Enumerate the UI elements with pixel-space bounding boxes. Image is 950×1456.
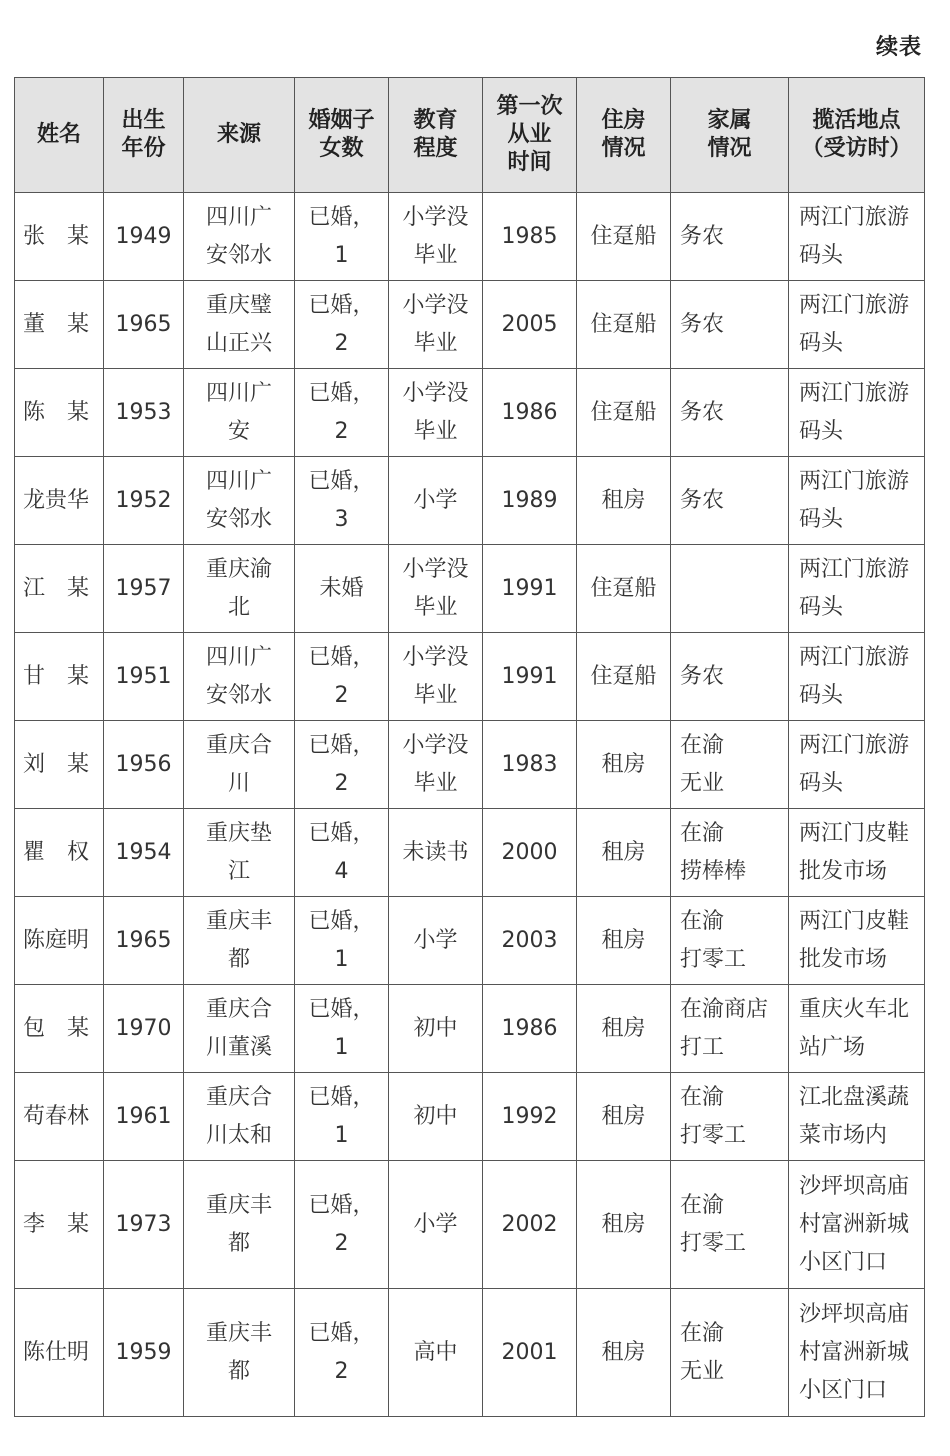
cell-education: 小学没 毕业 — [389, 369, 483, 457]
cell-origin: 四川广 安 — [184, 369, 295, 457]
cell-family: 务农 — [671, 281, 789, 369]
cell-birth-year: 1959 — [104, 1289, 184, 1417]
cell-first-job: 1986 — [483, 369, 577, 457]
cell-education: 初中 — [389, 985, 483, 1073]
table-row — [15, 721, 925, 809]
cell-name: 甘 某 — [15, 633, 104, 721]
table-row — [15, 809, 925, 897]
cell-origin: 重庆合 川董溪 — [184, 985, 295, 1073]
cell-name: 陈 某 — [15, 369, 104, 457]
cell-housing: 住趸船 — [577, 193, 671, 281]
cell-name: 包 某 — [15, 985, 104, 1073]
cell-housing: 租房 — [577, 809, 671, 897]
cell-name: 陈庭明 — [15, 897, 104, 985]
cell-location: 两江门旅游 码头 — [789, 545, 925, 633]
cell-name: 瞿 权 — [15, 809, 104, 897]
cell-marriage: 已婚， 2 — [295, 633, 389, 721]
cell-location: 江北盘溪蔬 菜市场内 — [789, 1073, 925, 1161]
header-family: 家属 情况 — [671, 78, 789, 193]
cell-housing: 住趸船 — [577, 281, 671, 369]
cell-family: 在渝 捞棒棒 — [671, 809, 789, 897]
table-continued-label: 续表 — [875, 35, 922, 60]
cell-housing: 租房 — [577, 457, 671, 545]
cell-location: 重庆火车北 站广场 — [789, 985, 925, 1073]
cell-family: 在渝商店 打工 — [671, 985, 789, 1073]
cell-housing: 租房 — [577, 897, 671, 985]
cell-first-job: 1991 — [483, 633, 577, 721]
cell-marriage: 已婚， 1 — [295, 897, 389, 985]
header-birth-year: 出生 年份 — [104, 78, 184, 193]
cell-marriage: 已婚， 2 — [295, 281, 389, 369]
cell-family — [671, 545, 789, 633]
cell-origin: 重庆合 川太和 — [184, 1073, 295, 1161]
cell-location: 两江门旅游 码头 — [789, 193, 925, 281]
table-row — [15, 1073, 925, 1161]
cell-name: 江 某 — [15, 545, 104, 633]
cell-location: 沙坪坝高庙 村富洲新城 小区门口 — [789, 1289, 925, 1417]
cell-family: 在渝 打零工 — [671, 897, 789, 985]
cell-family: 在渝 打零工 — [671, 1161, 789, 1289]
cell-family: 在渝 打零工 — [671, 1073, 789, 1161]
header-name: 姓名 — [15, 78, 104, 193]
cell-birth-year: 1949 — [104, 193, 184, 281]
cell-first-job: 2002 — [483, 1161, 577, 1289]
header-first-job: 第一次 从业 时间 — [483, 78, 577, 193]
cell-family: 务农 — [671, 633, 789, 721]
cell-housing: 租房 — [577, 1289, 671, 1417]
cell-housing: 租房 — [577, 1161, 671, 1289]
cell-name: 龙贵华 — [15, 457, 104, 545]
cell-education: 高中 — [389, 1289, 483, 1417]
cell-origin: 重庆垫 江 — [184, 809, 295, 897]
cell-first-job: 1989 — [483, 457, 577, 545]
header-location: 揽活地点 （受访时） — [789, 78, 925, 193]
cell-marriage: 未婚 — [295, 545, 389, 633]
cell-location: 两江门旅游 码头 — [789, 633, 925, 721]
header-origin: 来源 — [184, 78, 295, 193]
cell-birth-year: 1961 — [104, 1073, 184, 1161]
cell-location: 沙坪坝高庙 村富洲新城 小区门口 — [789, 1161, 925, 1289]
header-marriage: 婚姻子 女数 — [295, 78, 389, 193]
worker-info-table — [14, 77, 925, 1417]
cell-first-job: 1985 — [483, 193, 577, 281]
cell-education: 小学 — [389, 897, 483, 985]
cell-location: 两江门旅游 码头 — [789, 369, 925, 457]
cell-name: 刘 某 — [15, 721, 104, 809]
cell-location: 两江门旅游 码头 — [789, 281, 925, 369]
table-row — [15, 545, 925, 633]
cell-birth-year: 1954 — [104, 809, 184, 897]
cell-birth-year: 1970 — [104, 985, 184, 1073]
cell-housing: 住趸船 — [577, 545, 671, 633]
cell-first-job: 2005 — [483, 281, 577, 369]
cell-marriage: 已婚， 2 — [295, 1289, 389, 1417]
cell-education: 小学没 毕业 — [389, 193, 483, 281]
table-row — [15, 985, 925, 1073]
cell-origin: 重庆合 川 — [184, 721, 295, 809]
cell-first-job: 1983 — [483, 721, 577, 809]
cell-education: 小学没 毕业 — [389, 633, 483, 721]
cell-marriage: 已婚， 3 — [295, 457, 389, 545]
table-header-row — [15, 78, 925, 193]
cell-name: 李 某 — [15, 1161, 104, 1289]
cell-housing: 住趸船 — [577, 369, 671, 457]
cell-marriage: 已婚， 2 — [295, 369, 389, 457]
cell-origin: 四川广 安邻水 — [184, 193, 295, 281]
cell-origin: 重庆璧 山正兴 — [184, 281, 295, 369]
cell-marriage: 已婚， 1 — [295, 1073, 389, 1161]
cell-birth-year: 1965 — [104, 281, 184, 369]
cell-education: 初中 — [389, 1073, 483, 1161]
cell-origin: 重庆渝 北 — [184, 545, 295, 633]
cell-origin: 重庆丰 都 — [184, 1289, 295, 1417]
table-row — [15, 281, 925, 369]
cell-origin: 重庆丰 都 — [184, 1161, 295, 1289]
cell-birth-year: 1957 — [104, 545, 184, 633]
cell-marriage: 已婚， 4 — [295, 809, 389, 897]
cell-housing: 租房 — [577, 1073, 671, 1161]
cell-name: 董 某 — [15, 281, 104, 369]
table-row — [15, 897, 925, 985]
cell-education: 小学 — [389, 1161, 483, 1289]
table-row — [15, 633, 925, 721]
cell-education: 小学 — [389, 457, 483, 545]
cell-housing: 租房 — [577, 985, 671, 1073]
cell-housing: 租房 — [577, 721, 671, 809]
header-housing: 住房 情况 — [577, 78, 671, 193]
cell-education: 小学没 毕业 — [389, 721, 483, 809]
cell-origin: 重庆丰 都 — [184, 897, 295, 985]
cell-first-job: 2003 — [483, 897, 577, 985]
cell-name: 陈仕明 — [15, 1289, 104, 1417]
cell-birth-year: 1956 — [104, 721, 184, 809]
cell-family: 在渝 无业 — [671, 721, 789, 809]
cell-marriage: 已婚， 1 — [295, 985, 389, 1073]
cell-first-job: 1986 — [483, 985, 577, 1073]
table-row — [15, 193, 925, 281]
cell-marriage: 已婚， 2 — [295, 1161, 389, 1289]
cell-birth-year: 1952 — [104, 457, 184, 545]
cell-marriage: 已婚， 2 — [295, 721, 389, 809]
cell-birth-year: 1953 — [104, 369, 184, 457]
cell-first-job: 2001 — [483, 1289, 577, 1417]
cell-name: 张 某 — [15, 193, 104, 281]
cell-first-job: 1991 — [483, 545, 577, 633]
cell-location: 两江门旅游 码头 — [789, 721, 925, 809]
cell-family: 务农 — [671, 193, 789, 281]
cell-education: 未读书 — [389, 809, 483, 897]
cell-marriage: 已婚， 1 — [295, 193, 389, 281]
cell-location: 两江门皮鞋 批发市场 — [789, 897, 925, 985]
table-row — [15, 457, 925, 545]
table-row — [15, 1289, 925, 1417]
cell-first-job: 2000 — [483, 809, 577, 897]
cell-origin: 四川广 安邻水 — [184, 633, 295, 721]
cell-birth-year: 1973 — [104, 1161, 184, 1289]
table-row — [15, 1161, 925, 1289]
cell-housing: 住趸船 — [577, 633, 671, 721]
cell-education: 小学没 毕业 — [389, 545, 483, 633]
header-education: 教育 程度 — [389, 78, 483, 193]
cell-location: 两江门皮鞋 批发市场 — [789, 809, 925, 897]
cell-location: 两江门旅游 码头 — [789, 457, 925, 545]
cell-family: 务农 — [671, 457, 789, 545]
cell-family: 务农 — [671, 369, 789, 457]
cell-origin: 四川广 安邻水 — [184, 457, 295, 545]
cell-education: 小学没 毕业 — [389, 281, 483, 369]
cell-birth-year: 1951 — [104, 633, 184, 721]
cell-family: 在渝 无业 — [671, 1289, 789, 1417]
cell-first-job: 1992 — [483, 1073, 577, 1161]
table-row — [15, 369, 925, 457]
cell-name: 苟春林 — [15, 1073, 104, 1161]
cell-birth-year: 1965 — [104, 897, 184, 985]
